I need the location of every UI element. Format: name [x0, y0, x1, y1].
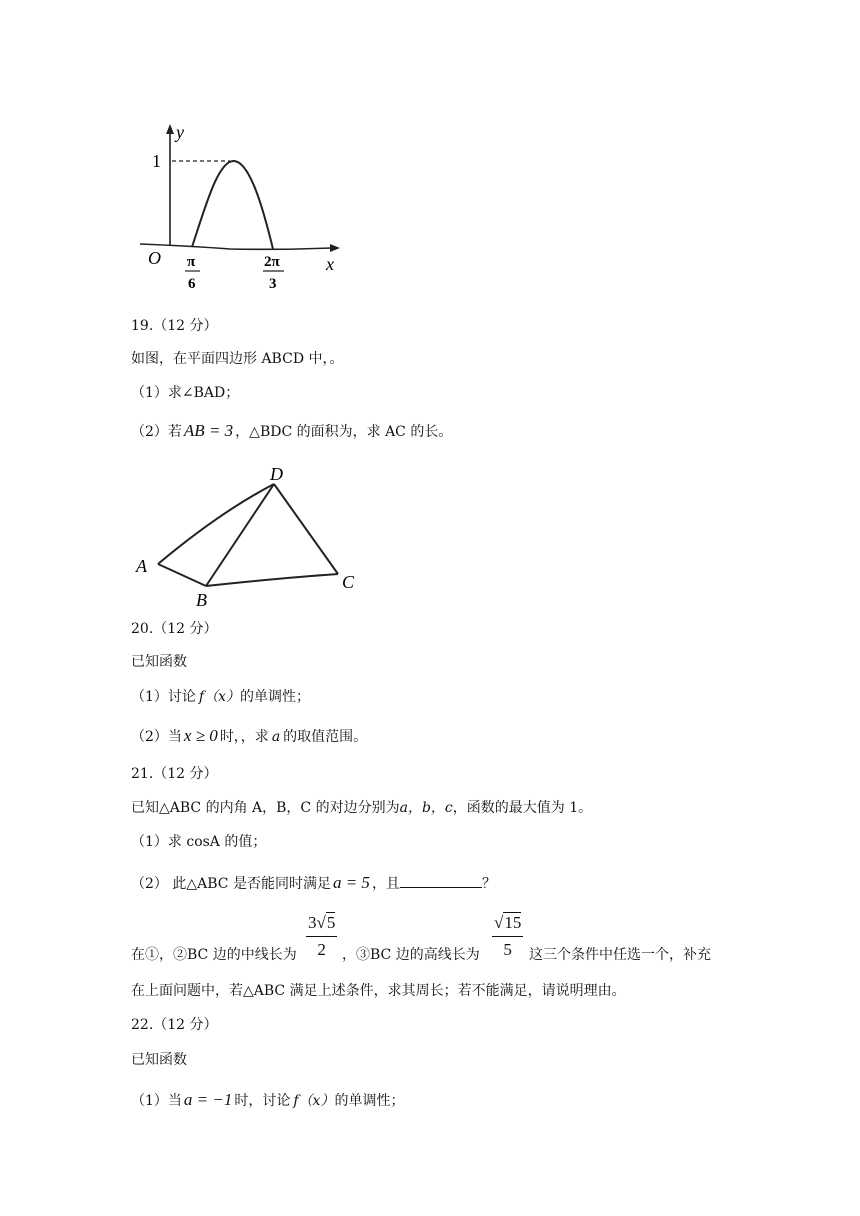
q20-part2-prefix: （2）当	[131, 729, 182, 745]
q21-header: 21.（12 分）	[131, 766, 218, 782]
q20-part1	[131, 690, 310, 704]
q21-part2	[131, 873, 496, 891]
q20-part2-mid: 时，，求	[219, 729, 269, 745]
y-tick-1: 1	[152, 151, 161, 171]
q19-part2-prefix: （2）若	[131, 424, 182, 440]
segment-DC	[274, 484, 338, 574]
q21-line3-a: 在①，②BC 边的中线长为	[131, 947, 297, 963]
q21-line3-c: 这三个条件中任选一个，补充	[529, 947, 711, 963]
q21-part1: （1）求 cosA 的值；	[131, 834, 267, 850]
answer-blank	[400, 873, 482, 888]
q20-part2-suffix: 的取值范围。	[283, 729, 368, 745]
q21-part2-suffix: ，且	[371, 876, 400, 892]
label-A: A	[136, 556, 147, 576]
sine-curve	[192, 161, 273, 249]
q22-part1-suffix: 的单调性；	[334, 1093, 405, 1109]
y-label: y	[176, 122, 184, 142]
q20-part1-fx: f（x）	[198, 689, 240, 705]
label-D: D	[270, 464, 283, 484]
x-axis	[140, 244, 332, 249]
q21-stem-suffix: ，函数的最大值为 1。	[452, 800, 593, 816]
fraction-altitude	[492, 913, 523, 960]
segment-BC	[206, 574, 338, 586]
fraction-median-den: 2	[317, 940, 326, 959]
quadrilateral-figure	[130, 462, 370, 612]
q19-part2-math: AB = 3	[183, 421, 234, 440]
x-label: x	[326, 254, 334, 274]
q22-part1-prefix: （1）当	[131, 1093, 182, 1109]
q21-stem-vars: a，b，c	[399, 800, 453, 816]
q21-part2-end: ？	[481, 876, 496, 892]
q21-part2-prefix: （2） 此△ABC 是否能同时满足	[131, 876, 331, 892]
q20-part2-math: x ≥ 0	[183, 726, 218, 745]
q22-part1-mid: 时，讨论	[234, 1093, 291, 1109]
q21-stem-prefix: 已知△ABC 的内角 A，B，C 的对边分别为	[131, 800, 400, 816]
q22-header: 22.（12 分）	[131, 1017, 218, 1033]
q20-header: 20.（12 分）	[131, 621, 218, 637]
y-axis-arrow	[166, 124, 174, 134]
q20-part2-var: a	[271, 729, 281, 745]
q20-part1-prefix: （1）讨论	[131, 689, 196, 705]
fraction-median-num: 3√5	[306, 913, 337, 937]
x-tick1-num: π	[187, 254, 196, 270]
q22-part1-fx: f（x）	[293, 1093, 335, 1109]
q22-part1	[131, 1091, 404, 1108]
q21-stem	[131, 801, 592, 815]
fraction-median	[306, 913, 337, 960]
q19-stem: 如图，在平面四边形 ABCD 中，。	[131, 351, 344, 367]
x-axis-arrow	[330, 244, 340, 252]
q22-part1-math: a = −1	[183, 1090, 233, 1109]
q21-line4: 在上面问题中，若△ABC 满足上述条件，求其周长；若不能满足，请说明理由。	[131, 983, 626, 999]
sine-graph-figure	[130, 118, 350, 298]
q19-header: 19.（12 分）	[131, 318, 218, 334]
fraction-altitude-den: 5	[503, 940, 512, 959]
q20-part1-suffix: 的单调性；	[240, 689, 310, 705]
x-tick2-num: 2π	[264, 254, 280, 270]
q19-part2	[131, 422, 452, 439]
q19-part1: （1）求∠BAD；	[131, 385, 240, 401]
segment-AD	[158, 484, 274, 564]
q20-stem: 已知函数	[131, 654, 187, 670]
q21-line3-b: ，③BC 边的高线长为	[342, 947, 480, 963]
q20-part2	[131, 727, 367, 744]
origin-label: O	[148, 248, 161, 268]
q19-part2-suffix: ，△BDC 的面积为，求 AC 的长。	[235, 424, 453, 440]
q22-stem: 已知函数	[131, 1052, 187, 1068]
label-B: B	[196, 590, 207, 610]
x-tick1-den: 6	[188, 276, 196, 292]
x-tick2-den: 3	[269, 276, 277, 292]
label-C: C	[342, 572, 355, 592]
fraction-altitude-num: √15	[492, 913, 523, 937]
segment-AB	[158, 564, 206, 586]
q21-part2-math: a = 5	[332, 873, 370, 892]
segment-BD	[206, 484, 274, 586]
